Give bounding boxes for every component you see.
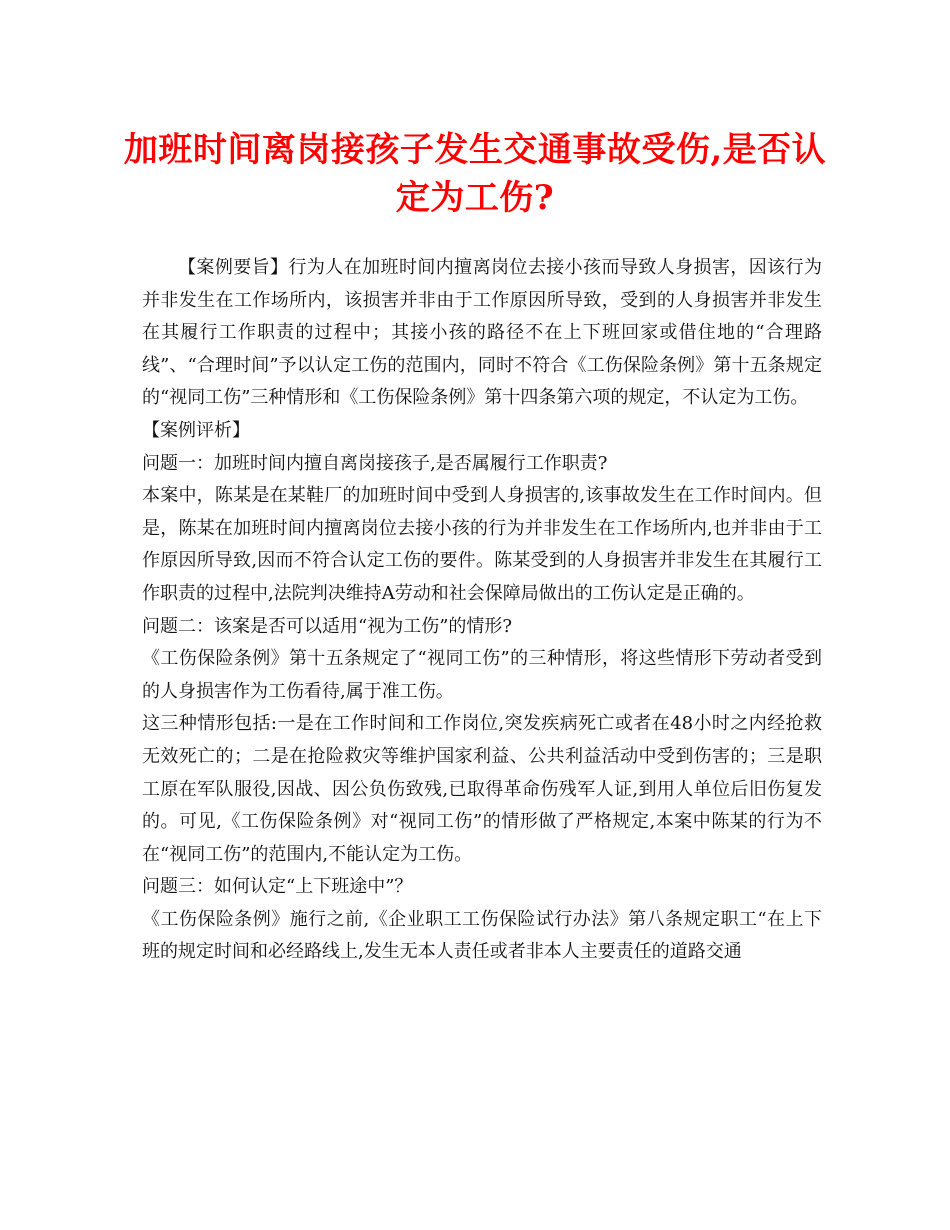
question-two-paragraph-1: 《工伤保险条例》第十五条规定了“视同工伤”的三种情形，将这些情形下劳动者受到的人身损害作为工伤看待,属于准工伤。 <box>142 648 822 702</box>
question-one-heading: 问题一：加班时间内擅自离岗接孩子,是否属履行工作职责? <box>142 452 608 474</box>
case-analysis-heading: 【案例评析】 <box>142 419 250 441</box>
document-body <box>142 252 822 969</box>
question-three-paragraph: 《工伤保险条例》施行之前,《企业职工工伤保险试行办法》第八条规定职工“在上下班的规定时间和必经路线上,发生无本人责任或者非本人主要责任的道路交通 <box>142 908 822 963</box>
question-three-heading: 问题三：如何认定“上下班途中”？ <box>142 876 413 898</box>
question-two-paragraph-2: 这三种情形包括:一是在工作时间和工作岗位,突发疾病死亡或者在48小时之内经抢救无效死亡的；二是在抢险救灾等维护国家利益、公共利益活动中受到伤害的；三是职工原在军队服役,因战、因公负伤致残,已取得革命伤残军人证,到用人单位后旧伤复发的。可见,《工伤保险条例》对“视同工伤”的情形做了严格规定,本案中陈某的行为不在“视同工伤”的范围内,不能认定为工伤。 <box>142 713 822 865</box>
question-one-paragraph: 本案中，陈某是在某鞋厂的加班时间中受到人身损害的,该事故发生在工作时间内。但是，陈某在加班时间内擅离岗位去接小孩的行为并非发生在工作场所内,也并非由于工作原因所导致,因而不符合认定工伤的要件。陈某受到的人身损害并非发生在其履行工作职责的过程中,法院判决维持A劳动和社会保障局做出的工伤认定是正确的。 <box>142 485 822 604</box>
case-summary-paragraph: 【案例要旨】行为人在加班时间内擅离岗位去接小孩而导致人身损害，因该行为并非发生在工作场所内，该损害并非由于工作原因所导致，受到的人身损害并非发生在其履行工作职责的过程中；其接小孩的路径不在上下班回家或借住地的“合理路线”、“合理时间”予以认定工伤的范围内，同时不符合《工伤保险条例》第十五条规定的“视同工伤”三种情形和《工伤保险条例》第十四条第六项的规定，不认定为工伤。 <box>142 257 822 409</box>
question-two-heading: 问题二：该案是否可以适用“视为工伤”的情形? <box>142 615 513 637</box>
document-title: 加班时间离岗接孩子发生交通事故受伤,是否认定为工伤? <box>123 130 827 218</box>
